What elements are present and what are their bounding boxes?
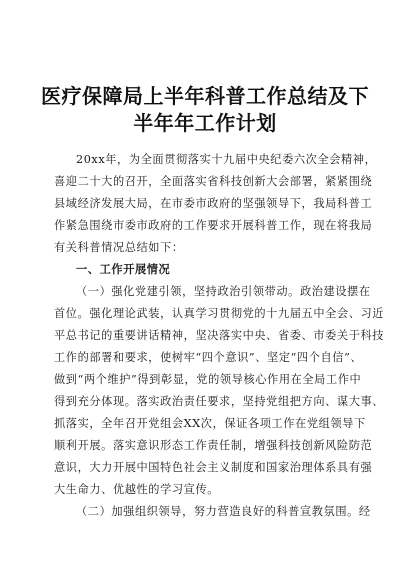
paragraph-line: 意识，大力开展中国特色社会主义制度和国家治理体系具有强 bbox=[54, 461, 373, 474]
paragraph-line: 抓落实，全年召开党组会XX次，保证各项工作在党组领导下 bbox=[54, 417, 366, 430]
paragraph-line: （一）强化党建引领，坚持政治引领带动。政治建设摆在 bbox=[76, 285, 371, 298]
paragraph-line: 首位。强化理论武装，认真学习贯彻党的十九届五中全会、习近 bbox=[54, 307, 385, 320]
paragraph-line: 喜迎二十大的召开，全面落实省科技创新大会部署，紧紧围绕 bbox=[54, 175, 373, 188]
paragraph-line: 平总书记的重要讲话精神，坚决落实中央、省委、市委关于科技 bbox=[54, 329, 385, 342]
paragraph-line: 作紧急围绕市委市政府的工作要求开展科普工作，现在将我局 bbox=[54, 219, 373, 232]
section-heading: 一、工作开展情况 bbox=[76, 263, 171, 276]
document-title-line-2: 半年年工作计划 bbox=[133, 111, 277, 135]
document-title-line-1: 医疗保障局上半年科普工作总结及下 bbox=[41, 84, 369, 108]
paragraph-line: 得到充分体现。落实政治责任要求，坚持党组把方向、谋大事、 bbox=[54, 395, 385, 408]
paragraph-line: （二）加强组织领导，努力营造良好的科普宣教氛围。经 bbox=[76, 505, 371, 518]
paragraph-line: 顺利开展。落实意识形态工作责任制，增强科技创新风险防范 bbox=[54, 439, 373, 452]
paragraph-line: 20xx年，为全面贯彻落实十九届中央纪委六次全会精神， bbox=[76, 153, 377, 166]
paragraph-line: 工作的部署和要求，使树牢“四个意识”、坚定“四个自信”、 bbox=[54, 351, 363, 364]
paragraph-line: 有关科普情况总结如下： bbox=[54, 241, 184, 254]
paragraph-line: 大生命力、优越性的学习宣传。 bbox=[54, 483, 220, 496]
paragraph-line: 做到“两个维护”得到彰显，党的领导核心作用在全局工作中 bbox=[54, 373, 362, 386]
paragraph-line: 县域经济发展大局，在市委市政府的坚强领导下，我局科普工 bbox=[54, 197, 373, 210]
